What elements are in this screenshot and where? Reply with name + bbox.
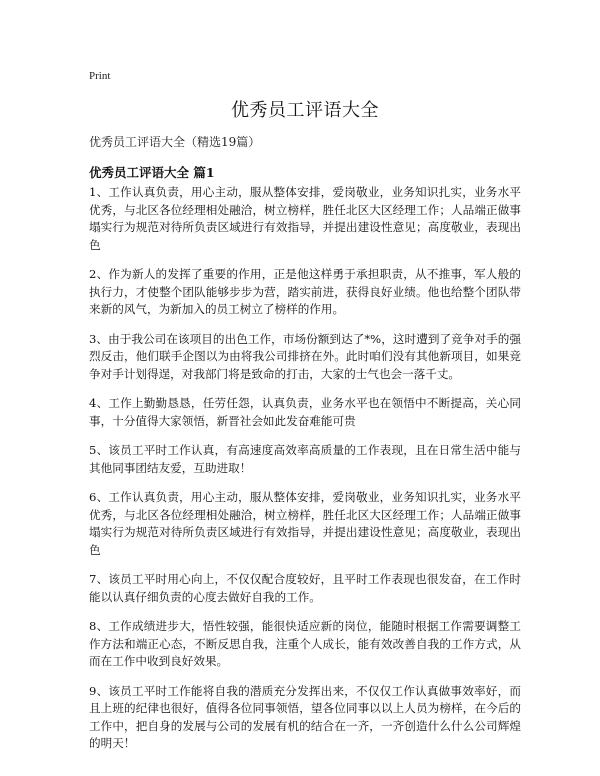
page-title: 优秀员工评语大全	[231, 100, 379, 121]
paragraph: 6、工作认真负责，用心主动，服从整体安排，爱岗敬业，业务知识扎实，业务水平优秀，与北区各位经理相处融洽，树立榜样，胜任北区大区经理工作；人品端正做事塌实行为规范对待所负责区域进行有效指导，并提出建设性意见；高度敬业，表现出色	[89, 490, 521, 557]
section-heading: 优秀员工评语大全 篇1	[89, 165, 215, 180]
paragraph: 1、工作认真负责，用心主动，服从整体安排，爱岗敬业，业务知识扎实，业务水平优秀，与北区各位经理相处融洽，树立榜样，胜任北区大区经理工作；人品端正做事塌实行为规范对待所负责区域进行有效指导，并提出建设性意见；高度敬业，表现出色	[89, 185, 521, 252]
paragraph: 9、该员工平时工作能将自我的潜质充分发挥出来，不仅仅工作认真做事效率好，而且上班的纪律也很好，值得各位同事领悟，望各位同事以以上人员为榜样，在今后的工作中，把自身的发展与公司的发展有机的结合在一齐，一齐创造什么什么公司辉煌的明天！	[89, 683, 521, 750]
paragraph: 5、该员工平时工作认真，有高速度高效率高质量的工作表现，且在日常生活中能与其他同事团结友爱，互助进取！	[89, 443, 521, 475]
paragraph: 2、作为新人的发挥了重要的作用，正是他这样勇于承担职责，从不推事，军人般的执行力，才使整个团队能够步步为营，踏实前进，获得良好业绩。他也给整个团队带来新的风气，为新加入的员工树立了榜样的作用。	[89, 267, 521, 316]
paragraph: 7、该员工平时用心向上，不仅仅配合度较好，且平时工作表现也很发奋，在工作时能以认真仔细负责的心度去做好自我的工作。	[89, 572, 521, 604]
document-subtitle: 优秀员工评语大全（精选19篇）	[89, 135, 261, 149]
print-link[interactable]: Print	[89, 70, 111, 82]
paragraph: 4、工作上勤勤恳恳，任劳任怨，认真负责，业务水平也在领悟中不断提高，关心同事，十分值得大家领悟，新晋社会如此发奋难能可贵	[89, 396, 521, 428]
paragraph: 8、工作成绩进步大，悟性较强，能很快适应新的岗位，能随时根据工作需要调整工作方法和端正心态，不断反思自我，注重个人成长，能有效改善自我的工作方式，从而在工作中收到良好效果。	[89, 619, 521, 668]
paragraph: 3、由于我公司在该项目的出色工作，市场份额到达了*%，这时遭到了竞争对手的强烈反击，他们联手企图以为由将我公司排挤在外。此时咱们没有其他新项目，如果竞争对手计划得逞，对我部门将是致命的打击，大家的士气也会一落千丈。	[89, 331, 521, 381]
paragraph-list	[89, 184, 521, 765]
